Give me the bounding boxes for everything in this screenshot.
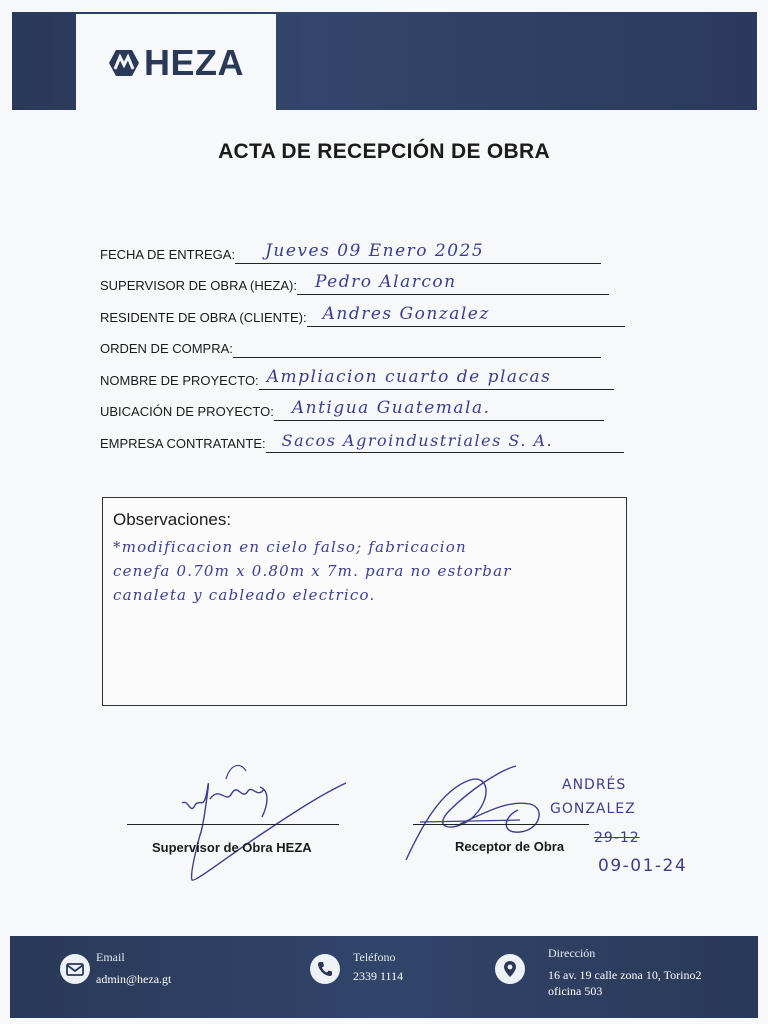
receptor-name-first: ANDRÉS [562, 777, 627, 793]
field-nombre-proyecto [100, 366, 614, 390]
receptor-struck-date: 29-12 [594, 830, 640, 846]
observation-line: *modificacion en cielo falso; fabricacion [113, 538, 467, 556]
email-icon [60, 954, 90, 984]
phone-value: 2339 1114 [353, 969, 404, 983]
field-line [235, 239, 601, 264]
field-value: Pedro Alarcon [314, 272, 457, 292]
supervisor-signature-line [127, 824, 339, 825]
field-line [233, 333, 601, 358]
field-line [297, 270, 609, 295]
supervisor-signature-label: Supervisor de Obra HEZA [152, 840, 312, 855]
email-title: Email [96, 950, 125, 964]
field-label: EMPRESA CONTRATANTE: [100, 436, 266, 451]
logo-text: HEZA [144, 42, 244, 83]
field-line [274, 396, 604, 421]
field-orden-compra [100, 334, 601, 358]
receptor-name-last: GONZALEZ [550, 801, 636, 817]
field-supervisor [100, 271, 609, 295]
receptor-signature-line [413, 824, 589, 825]
document-title: ACTA DE RECEPCIÓN DE OBRA [218, 140, 550, 163]
field-label: FECHA DE ENTREGA: [100, 247, 236, 262]
heza-logo-icon [108, 47, 140, 79]
observation-line: cenefa 0.70m x 0.80m x 7m. para no estorbar [113, 562, 512, 580]
address-title: Dirección [548, 946, 596, 960]
observation-line: canaleta y cableado electrico. [113, 586, 376, 604]
address-line-2: oficina 503 [548, 984, 603, 998]
receptor-signature-label: Receptor de Obra [455, 839, 565, 854]
field-value: Antigua Guatemala. [291, 398, 491, 418]
field-line [307, 302, 625, 327]
footer-band [10, 936, 758, 1018]
supervisor-signature [170, 755, 360, 885]
field-fecha-entrega [100, 240, 601, 264]
field-value: Andres Gonzalez [322, 304, 490, 324]
field-value: Ampliacion cuarto de placas [266, 367, 552, 387]
phone-title: Teléfono [353, 950, 396, 964]
observations-label: Observaciones: [113, 510, 232, 529]
field-empresa-contratante [100, 429, 624, 453]
field-line [266, 428, 624, 453]
field-value: Jueves 09 Enero 2025 [265, 241, 485, 261]
field-label: NOMBRE DE PROYECTO: [100, 373, 259, 388]
field-line [259, 365, 614, 390]
receptor-date: 09-01-24 [598, 856, 688, 876]
field-residente [100, 303, 625, 327]
email-value: admin@heza.gt [96, 972, 172, 986]
location-icon [495, 954, 525, 984]
address-line-1: 16 av. 19 calle zona 10, Torino2 [548, 968, 702, 982]
phone-icon [310, 954, 340, 984]
observations-box [102, 497, 627, 706]
field-ubicacion-proyecto [100, 397, 604, 421]
field-label: SUPERVISOR DE OBRA (HEZA): [100, 278, 297, 293]
field-label: RESIDENTE DE OBRA (CLIENTE): [100, 310, 307, 325]
field-value: Sacos Agroindustriales S. A. [281, 431, 554, 450]
field-label: UBICACIÓN DE PROYECTO: [100, 404, 274, 419]
heza-logo [108, 42, 244, 84]
field-label: ORDEN DE COMPRA: [100, 341, 233, 356]
